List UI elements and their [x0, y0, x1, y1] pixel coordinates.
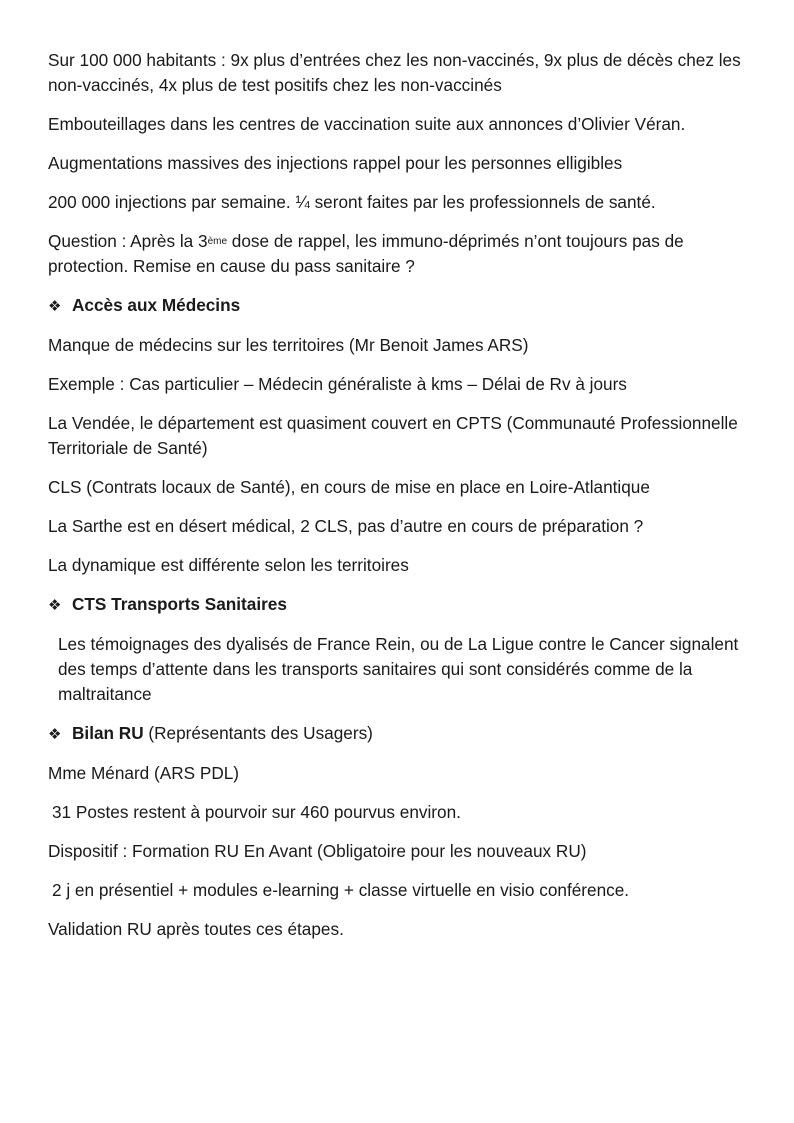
section-title-bilan-wrapper	[72, 721, 373, 746]
section-heading-cts	[48, 592, 758, 618]
paragraph-temoignages: Les témoignages des dyalisés de France Rein, ou de La Ligue contre le Cancer signalent des temps d’attente dans les transports sanitaires qui sont considérés comme de la maltraitance	[58, 634, 739, 704]
document-page	[48, 48, 758, 956]
section-heading-bilan	[48, 721, 758, 747]
paragraph-embouteillages: Embouteillages dans les centres de vaccination suite aux annonces d’Olivier Véran.	[48, 114, 686, 134]
paragraph-stats: Sur 100 000 habitants : 9x plus d’entrées chez les non-vaccinés, 9x plus de décès chez les non-vaccinés, 4x plus de test positifs chez les non-vaccinés	[48, 50, 741, 95]
section-title-acces: Accès aux Médecins	[72, 295, 241, 315]
section-title-cts: CTS Transports Sanitaires	[72, 594, 287, 614]
diamond-bullet-icon: ❖	[48, 597, 62, 614]
paragraph-vendee: La Vendée, le département est quasiment couvert en CPTS (Communauté Professionnelle Territoriale de Santé)	[48, 413, 738, 458]
section-heading-acces	[48, 293, 758, 319]
paragraph-dynamique: La dynamique est différente selon les territoires	[48, 555, 409, 575]
paragraph-exemple: Exemple : Cas particulier – Médecin généraliste à kms – Délai de Rv à jours	[48, 374, 627, 394]
section-title-bilan: Bilan RU	[72, 723, 144, 743]
question-superscript: ème	[207, 236, 228, 247]
paragraph-question	[48, 229, 758, 279]
paragraph-validation: Validation RU après toutes ces étapes.	[48, 919, 344, 939]
paragraph-sarthe: La Sarthe est en désert médical, 2 CLS, pas d’autre en cours de préparation ?	[48, 516, 644, 536]
diamond-bullet-icon: ❖	[48, 726, 62, 743]
paragraph-cls: CLS (Contrats locaux de Santé), en cours de mise en place en Loire-Atlantique	[48, 477, 650, 497]
paragraph-formation-details: 2 j en présentiel + modules e-learning + classe virtuelle en visio conférence.	[52, 880, 630, 900]
section-title-bilan-suffix: (Représentants des Usagers)	[143, 723, 373, 743]
paragraph-augmentations: Augmentations massives des injections rappel pour les personnes elligibles	[48, 153, 623, 173]
paragraph-menard: Mme Ménard (ARS PDL)	[48, 763, 240, 783]
paragraph-manque-medecins: Manque de médecins sur les territoires (Mr Benoit James ARS)	[48, 335, 529, 355]
paragraph-injections: 200 000 injections par semaine. ¼ seront faites par les professionnels de santé.	[48, 192, 656, 212]
paragraph-postes: 31 Postes restent à pourvoir sur 460 pourvus environ.	[52, 802, 461, 822]
question-text-start: Question : Après la 3	[48, 231, 208, 251]
diamond-bullet-icon: ❖	[48, 298, 62, 315]
question-text-end: dose de rappel, les immuno-déprimés n’ont toujours pas de protection. Remise en cause du pass sanitaire ?	[48, 231, 684, 276]
paragraph-dispositif: Dispositif : Formation RU En Avant (Obligatoire pour les nouveaux RU)	[48, 841, 587, 861]
